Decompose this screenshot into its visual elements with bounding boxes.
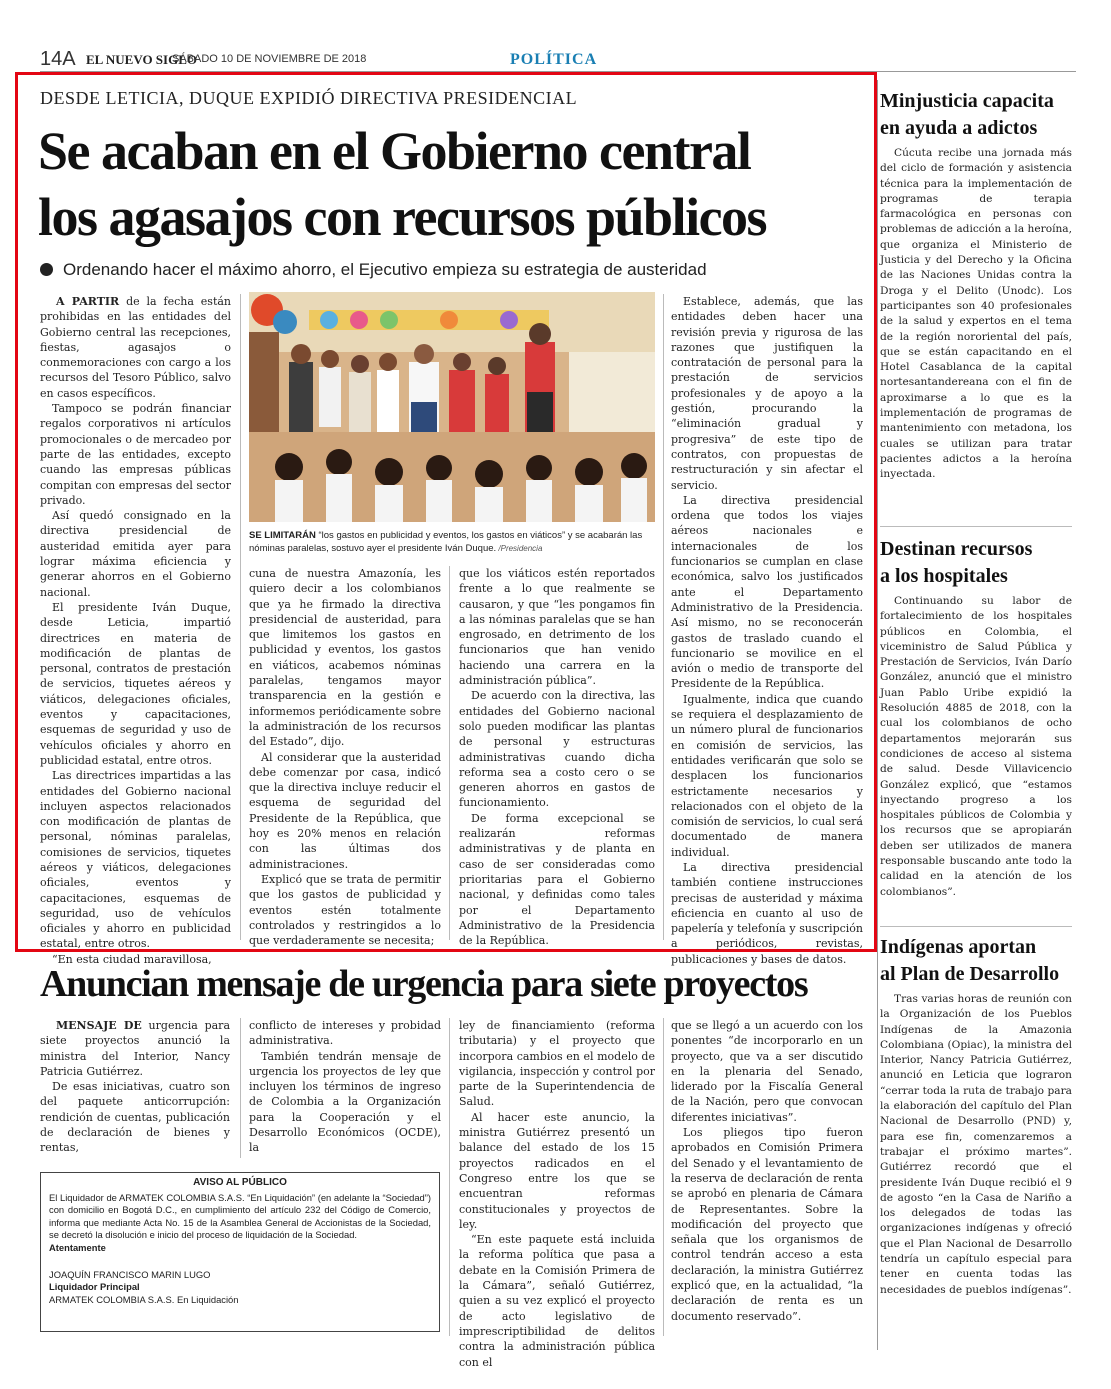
second-column-2: [249, 1018, 441, 1156]
caption-text: “los gastos en publicidad y eventos, los gastos en viáticos” y se acabarán las nóminas paralelas, sostuvo ayer el presidente Iván Duque.: [249, 530, 643, 554]
paragraph: “En este paquete está incluida la reforma política que pasa a debate en la Comisión Primera de la Cámara”, señaló Gutiérrez, quien a su vez explicó el proyecto de acto legislativo de imprescriptibilidad de delitos contra la administración pública con el: [459, 1233, 655, 1369]
sidebar-text-hospitals: [880, 594, 1072, 900]
sidebar-title-line: Minjusticia capacita: [880, 90, 1054, 112]
sidebar-title-line: a los hospitales: [880, 565, 1008, 587]
paragraph: Cúcuta recibe una jornada más del ciclo de formación y asistencia técnica para la implementación de programas de terapia farmacológica en personas con problemas de adicción a la heroína, que organiza el Ministerio de Justicia y del Derecho y la Oficina de las Naciones Unidas contra la Droga y el Delito (Unodc). Los participantes son 40 profesionales de la salud y expertos en el tema de la región nororiental del país, que se están capacitando en el Hotel Casablanca de la capital nortesantandereana con el fin de aproximarse a lo que es la implementación de programas de mantenimiento con metadona, los cuales se utilizan para tratar pacientes adictos a la heroína inyectada.: [880, 147, 1072, 481]
column-rule: [240, 294, 241, 940]
sidebar-text-indigenous: [880, 992, 1072, 1298]
second-headline: Anuncian mensaje de urgencia para siete proyectos: [40, 963, 808, 1005]
paragraph: Igualmente, indica que cuando se requiera el desplazamiento de un número plural de funcionarios en comisión de servicios, las entidades verificarán que solo se desplacen los funcionarios estrictamente necesarios y relacionados con el objeto de la comisión de servicios, lo cual será documentado de manera individual.: [671, 692, 863, 859]
paragraph: Tampoco se podrán financiar regalos corporativos ni artículos promocionales o de mercadeo por parte de las entidades, excepto cuando las empresas públicas compitan con empresas del sector privado.: [40, 402, 231, 507]
article-photo: [249, 292, 655, 522]
notice-spacer: [49, 1255, 431, 1269]
column-rule: [663, 294, 664, 940]
edition-date: SÁBADO 10 DE NOVIEMBRE DE 2018: [172, 53, 367, 65]
article-kicker: DESDE LETICIA, DUQUE EXPIDIÓ DIRECTIVA PRESIDENCIAL: [40, 88, 578, 108]
paragraph: De esas iniciativas, cuatro son del paquete anticorrupción: rendición de cuentas, publicación de declaración de bienes y rentas,: [40, 1080, 230, 1155]
second-column-4: [671, 1018, 863, 1324]
paragraph: La directiva presidencial ordena que todos los viajes aéreos nacionales e internacionales de los funcionarios se cumplan en clase económica, salvo los justificados ante el Departamento Administrativo de la Presidencia. Así mismo, no se reconocerán gastos de traslado cuando el funcionario se movilice en el avión o medio de transporte del Presidente de la República.: [671, 493, 863, 691]
sidebar-title-line: Indígenas aportan: [880, 936, 1037, 958]
paragraph: La directiva presidencial también contiene instrucciones precisas de austeridad y máxima eficiencia en cuanto al uso de papelería y telefonía y suscripción a periódicos, revistas, publicaciones y bases de datos.: [671, 860, 863, 966]
paragraph: urgencia para siete proyectos anunció la ministra del Interior, Nancy Patricia Gutiérrez.: [40, 1019, 230, 1078]
article-column-3: [459, 566, 655, 948]
paragraph: de la fecha están prohibidas en las entidades del Gobierno central las recepciones, fiestas, agasajos o conmemoraciones con cargo a los recursos del Tesoro Público, salvo en casos específicos.: [40, 295, 232, 400]
headline-line-1: Se acaban en el Gobierno central: [38, 121, 751, 181]
sidebar-title-indigenous: [880, 934, 1059, 988]
article-column-1: [40, 294, 231, 967]
sidebar-title-line: Destinan recursos: [880, 538, 1033, 560]
paragraph: Tras varias horas de reunión con la Organización de los Pueblos Indígenas de la Amazonia Colombiana (Opiac), la ministra del Interior, Nancy Patricia Gutiérrez, anunció en Leticia que lograron “cerrar toda la ruta de trabajo para la elaboración del capítulo del Plan Nacional de Desarrollo (PND) y, para ese fin, comenzaremos a trabajar el próximo martes”. Gutiérrez recordó que el presidente Iván Duque recibió el 9 de agosto “en la Casa de Nariño a los delegados de todas las organizaciones indígenas y ofreció que el Plan Nacional de Desarrollo tendría un capítulo especial para tener en cuenta todas las necesidades de pueblos indígenas”.: [880, 993, 1072, 1296]
sidebar-title-justice: [880, 88, 1054, 142]
sidebar-title-line: al Plan de Desarrollo: [880, 963, 1060, 985]
page-header: [40, 48, 1076, 74]
article-headline: [38, 118, 858, 250]
sidebar-text-justice: [880, 146, 1072, 483]
article-column-4: [671, 294, 863, 967]
paragraph: “En esta ciudad maravillosa,: [52, 952, 212, 966]
notice-body: El Liquidador de ARMATEK COLOMBIA S.A.S. “En Liquidación” (en adelante la “Sociedad”) con domicilio en Bogotá D.C., en cumplimiento del artículo 232 del Código de Comercio, informa que mediante Acta No. 15 de la Asamblea General de Accionistas de la Sociedad, se decretó la disolución e inicio del proceso de liquidación de la Sociedad.: [49, 1191, 431, 1241]
paragraph: También tendrán mensaje de urgencia los proyectos de ley que incluyen los términos de ingreso de Colombia a la Organización para la Cooperación y el Desarrollo Económicos (OCDE), la: [249, 1049, 441, 1155]
sidebar-divider: [880, 926, 1072, 927]
paragraph: Al hacer este anuncio, la ministra Gutiérrez presentó un balance del estado de los 15 proyectos radicados en el Congreso entre los que se encuentran reformas constitucionales y proyectos de ley.: [459, 1110, 655, 1231]
photo-credit: /Presidencia: [496, 544, 543, 553]
paragraph: De acuerdo con la directiva, las entidades del Gobierno nacional solo pueden modificar las plantas de personal y estructuras administrativas cuando dicha reforma sea a costo cero o se generen ahorros en gastos de funcionamiento.: [459, 689, 655, 810]
sidebar-title-line: en ayuda a adictos: [880, 117, 1038, 139]
notice-signer: JOAQUÍN FRANCISCO MARIN LUGO: [49, 1268, 211, 1280]
paragraph: De forma excepcional se realizarán reformas administrativas y de planta en caso de ser consideradas como prioritarias para el Gobierno nacional, y definidas como tales por el Departamento Administrativo de la Presidencia de la República.: [459, 811, 655, 948]
headline-line-2: los agasajos con recursos públicos: [38, 187, 767, 247]
paragraph: que los viáticos estén reportados frente a lo que realmente se causaron, y que “les pongamos fin a las nóminas paralelas que se han engrosado, en detrimento de los funcionarios que han venido haciendo una carrera en la administración pública”.: [459, 567, 655, 688]
paragraph: Continuando su labor de fortalecimiento de los hospitales públicos en Colombia, el viceministro de Salud Pública y Prestación de Servicios, Iván Darío González, anunció que el ministro Juan Pablo Uribe expidió la Resolución 4885 de 2018, con la cual los colombianos de ocho departamentos mejorarán sus condiciones de acceso al sistema de salud. Desde Villavicencio González explicó, que “estamos inyectando progreso a los hospitales públicos de Colombia y los recursos que se apropiarán deben ser utilizados de manera responsable buscando ante todo la calidad en la atención de los colombianos”.: [880, 595, 1072, 898]
paragraph: cuna de nuestra Amazonía, les quiero decir a los colombianos que ya he firmado la directiva presidencial de austeridad, para que limitemos los gastos en publicidad y eventos, los gastos en viáticos, acabemos nóminas paralelas, tengamos mayor transparencia en la gestión e informemos periódicamente sobre la administración de los recursos del Estado”, dijo.: [249, 567, 441, 749]
lead-in: MENSAJE DE: [56, 1019, 142, 1032]
paragraph: Los pliegos tipo fueron aprobados en Comisión Primera del Senado y el levantamiento de la reserva de declaración de renta se aprobó en plenaria de Cámara de Representantes. Sobre la modificación del proyecto que señala que los organismos de control tendrán acceso a esta declaración, la ministra Gutiérrez explicó que, en la actualidad, “la declaración de renta es un documento reservado”.: [671, 1126, 863, 1323]
lead-in: A PARTIR: [56, 295, 120, 308]
paragraph: conflicto de intereses y probidad administrativa.: [249, 1019, 441, 1048]
second-column-1: [40, 1018, 230, 1156]
paragraph: Explicó que se trata de permitir que los gastos de publicidad y eventos estén totalmente controlados y restringidos a lo que verdaderamente se necesita;: [249, 872, 441, 948]
notice-company: ARMATEK COLOMBIA S.A.S. En Liquidación: [49, 1293, 239, 1305]
masthead: EL NUEVO SIGLO: [86, 52, 197, 67]
paragraph: ley de financiamiento (reforma tributaria) y el proyecto que incorpora cambios en el modelo de vigilancia, inspección y control por parte de la Superintendencia de Salud.: [459, 1019, 655, 1109]
article-subtitle: [40, 260, 707, 280]
paragraph: Las directrices impartidas a las entidades del Gobierno nacional incluyen aspectos relacionados con modificación de plantas de personal, nóminas paralelas, comisiones de servicios, tiquetes aéreos y viáticos, delegaciones oficiales, eventos y capacitaciones, esquemas de seguridad, uso de vehículos oficiales y ahorro en publicidad estatal, entre otros.: [40, 769, 231, 951]
notice-title: AVISO AL PÚBLICO: [193, 1177, 287, 1188]
sidebar-title-hospitals: [880, 536, 1032, 590]
section-name: POLÍTICA: [510, 51, 598, 68]
notice-closing: Atentamente: [49, 1241, 106, 1253]
column-rule: [449, 1018, 450, 1336]
paragraph: que se llegó a un acuerdo con los ponentes “de incorporarlo en un proyecto, que va a ser discutido en la plenaria del Senado, liderado por la Fiscalía General de la Nación, pero que convocan diferentes iniciativas”.: [671, 1019, 863, 1124]
paragraph: Establece, además, que las entidades deben hacer una revisión previa y rigurosa de las razones que justifiquen la contratación de personal para la prestación de servicios profesionales y de apoyo a la gestión, procurando la “eliminación gradual y progresiva” de este tipo de contratos, con propuestas de restructuración y sin afectar el servicio.: [671, 295, 863, 492]
public-notice: [40, 1172, 440, 1332]
sidebar-rule: [877, 80, 878, 1350]
photo-caption: [249, 529, 655, 555]
column-rule: [449, 566, 450, 940]
subtitle-text: Ordenando hacer el máximo ahorro, el Ejecutivo empieza su estrategia de austeridad: [63, 260, 707, 279]
photo-illustration: [249, 292, 655, 522]
article-column-2: [249, 566, 441, 948]
column-rule: [663, 1018, 664, 1336]
notice-role: Liquidador Principal: [49, 1281, 140, 1293]
bullet-icon: [40, 263, 53, 276]
paragraph: Al considerar que la austeridad debe comenzar por casa, indicó que la directiva incluye reducir el esquema de seguridad del Presidente de la República, que hoy es 20% menos en relación con las últimas dos administraciones.: [249, 750, 441, 871]
second-column-3: [459, 1018, 655, 1370]
caption-lead: SE LIMITARÁN: [249, 530, 316, 541]
page-number: 14A: [40, 48, 76, 70]
column-rule: [240, 1018, 241, 1158]
paragraph: El presidente Iván Duque, desde Leticia, impartió directrices en materia de modificación de plantas de personal, contratos de prestación de servicios, tiquetes aéreos y viáticos, delegaciones oficiales, eventos y capacitaciones, esquemas de seguridad y uso de vehículos oficiales y ahorro en publicidad estatal, entre otros.: [40, 600, 231, 767]
paragraph: Así quedó consignado en la directiva presidencial de austeridad emitida ayer para lograr máxima eficiencia y generar ahorros en el Gobierno nacional.: [40, 509, 231, 599]
sidebar-divider: [880, 526, 1072, 527]
